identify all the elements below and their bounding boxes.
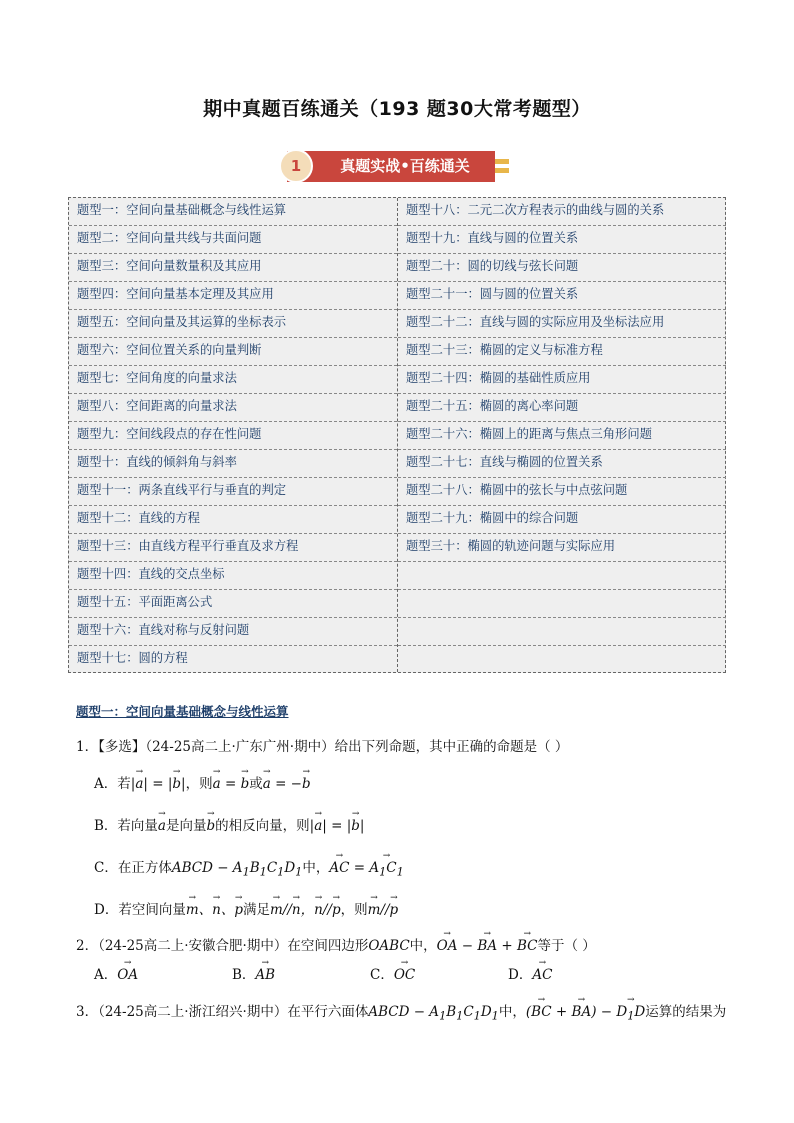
toc-item[interactable]: 题型五：空间向量及其运算的坐标表示 [69, 310, 397, 338]
toc-item[interactable]: 题型二十六：椭圆上的距离与焦点三角形问题 [398, 422, 726, 450]
question-1-stem: 1．【多选】（24-25高二上·广东广州·期中）给出下列命题，其中正确的命题是（ ） [76, 739, 569, 755]
toc-item[interactable]: 题型十九：直线与圆的位置关系 [398, 226, 726, 254]
toc-item[interactable]: 题型二十四：椭圆的基础性质应用 [398, 366, 726, 394]
toc-item[interactable]: 题型二十一：圆与圆的位置关系 [398, 282, 726, 310]
toc-item[interactable]: 题型二十二：直线与圆的实际应用及坐标法应用 [398, 310, 726, 338]
toc-item[interactable]: 题型十八：二元二次方程表示的曲线与圆的关系 [398, 198, 726, 226]
toc-item[interactable]: 题型二：空间向量共线与共面问题 [69, 226, 397, 254]
toc-item[interactable]: 题型八：空间距离的向量求法 [69, 394, 397, 422]
toc-item[interactable]: 题型十七：圆的方程 [77, 651, 188, 665]
question-2-choice-d[interactable]: D．→ AC [508, 963, 646, 983]
toc-item[interactable]: 题型六：空间位置关系的向量判断 [69, 338, 397, 366]
toc-item[interactable]: 题型二十：圆的切线与弦长问题 [398, 254, 726, 282]
toc-item[interactable]: 题型七：空间角度的向量求法 [69, 366, 397, 394]
question-1-option-d: D．若空间向量→ m、→ n、→ p满足→ m//→ n，→ n//→ p，则→ m//→ p [94, 898, 398, 918]
question-3-stem: 3．（24-25高二上·浙江绍兴·期中）在平行六面体ABCD − $A_1B_1C_1D_1$中，(→ BC + → BA) − → $D_1D$运算的结果为 [76, 1000, 726, 1023]
toc-item[interactable]: 题型九：空间线段点的存在性问题 [69, 422, 397, 450]
question-type-table [68, 197, 726, 673]
question-1-option-a: A．若|→ a| = |→ b|，则→ a = → b或→ a = −→ b [94, 772, 311, 792]
question-2-stem: 2．（24-25高二上·安徽合肥·期中）在空间四边形OABC中，→ OA − → BA + → BC等于（ ） [76, 934, 596, 954]
toc-empty-cell [398, 646, 726, 674]
question-2-choice-a[interactable]: A．→ OA [94, 963, 232, 983]
banner-label: 真题实战•百练通关 [340, 157, 470, 175]
toc-item[interactable]: 题型十四：直线的交点坐标 [69, 562, 397, 590]
toc-item[interactable]: 题型一：空间向量基础概念与线性运算 [69, 198, 397, 226]
toc-item[interactable]: 题型十五：平面距离公式 [69, 590, 397, 618]
question-2-choice-c[interactable]: C．→ OC [370, 963, 508, 983]
toc-item[interactable]: 题型十六：直线对称与反射问题 [69, 618, 397, 646]
toc-item[interactable]: 题型十三：由直线方程平行垂直及求方程 [69, 534, 397, 562]
question-2-choice-b[interactable]: B．→ AB [232, 963, 370, 983]
question-1-option-b: B．若向量→ a是向量→ b的相反向量，则|→ a| = |→ b| [94, 814, 364, 834]
toc-right-column [398, 198, 726, 674]
toc-item[interactable]: 题型二十五：椭圆的离心率问题 [398, 394, 726, 422]
toc-empty-cell [398, 590, 726, 618]
toc-empty-cell [398, 618, 726, 646]
toc-item[interactable]: 题型十：直线的倾斜角与斜率 [69, 450, 397, 478]
section-heading[interactable]: 题型一：空间向量基础概念与线性运算 [76, 704, 289, 719]
toc-item[interactable]: 题型二十八：椭圆中的弦长与中点弦问题 [398, 478, 726, 506]
toc-empty-cell [398, 562, 726, 590]
page-title: 期中真题百练通关（193 题30大常考题型） [203, 98, 591, 120]
toc-item[interactable]: 题型三：空间向量数量积及其应用 [69, 254, 397, 282]
toc-item[interactable]: 题型三十：椭圆的轨迹问题与实际应用 [398, 534, 726, 562]
banner-tab-icon [495, 159, 509, 164]
toc-left-column [69, 198, 397, 674]
toc-item[interactable]: 题型十一：两条直线平行与垂直的判定 [69, 478, 397, 506]
toc-item[interactable]: 题型二十三：椭圆的定义与标准方程 [398, 338, 726, 366]
toc-item[interactable]: 题型四：空间向量基本定理及其应用 [69, 282, 397, 310]
toc-item[interactable]: 题型二十九：椭圆中的综合问题 [398, 506, 726, 534]
banner-tab-icon [495, 168, 509, 173]
question-1-option-c: C．在正方体ABCD − $A_1B_1C_1D_1$中，→ AC = → $A_1C_1$ [94, 856, 404, 879]
question-2-choices [94, 963, 714, 983]
section-banner [279, 148, 511, 186]
toc-item[interactable]: 题型二十七：直线与椭圆的位置关系 [398, 450, 726, 478]
banner-number: 1 [279, 149, 313, 183]
toc-item[interactable]: 题型十二：直线的方程 [69, 506, 397, 534]
